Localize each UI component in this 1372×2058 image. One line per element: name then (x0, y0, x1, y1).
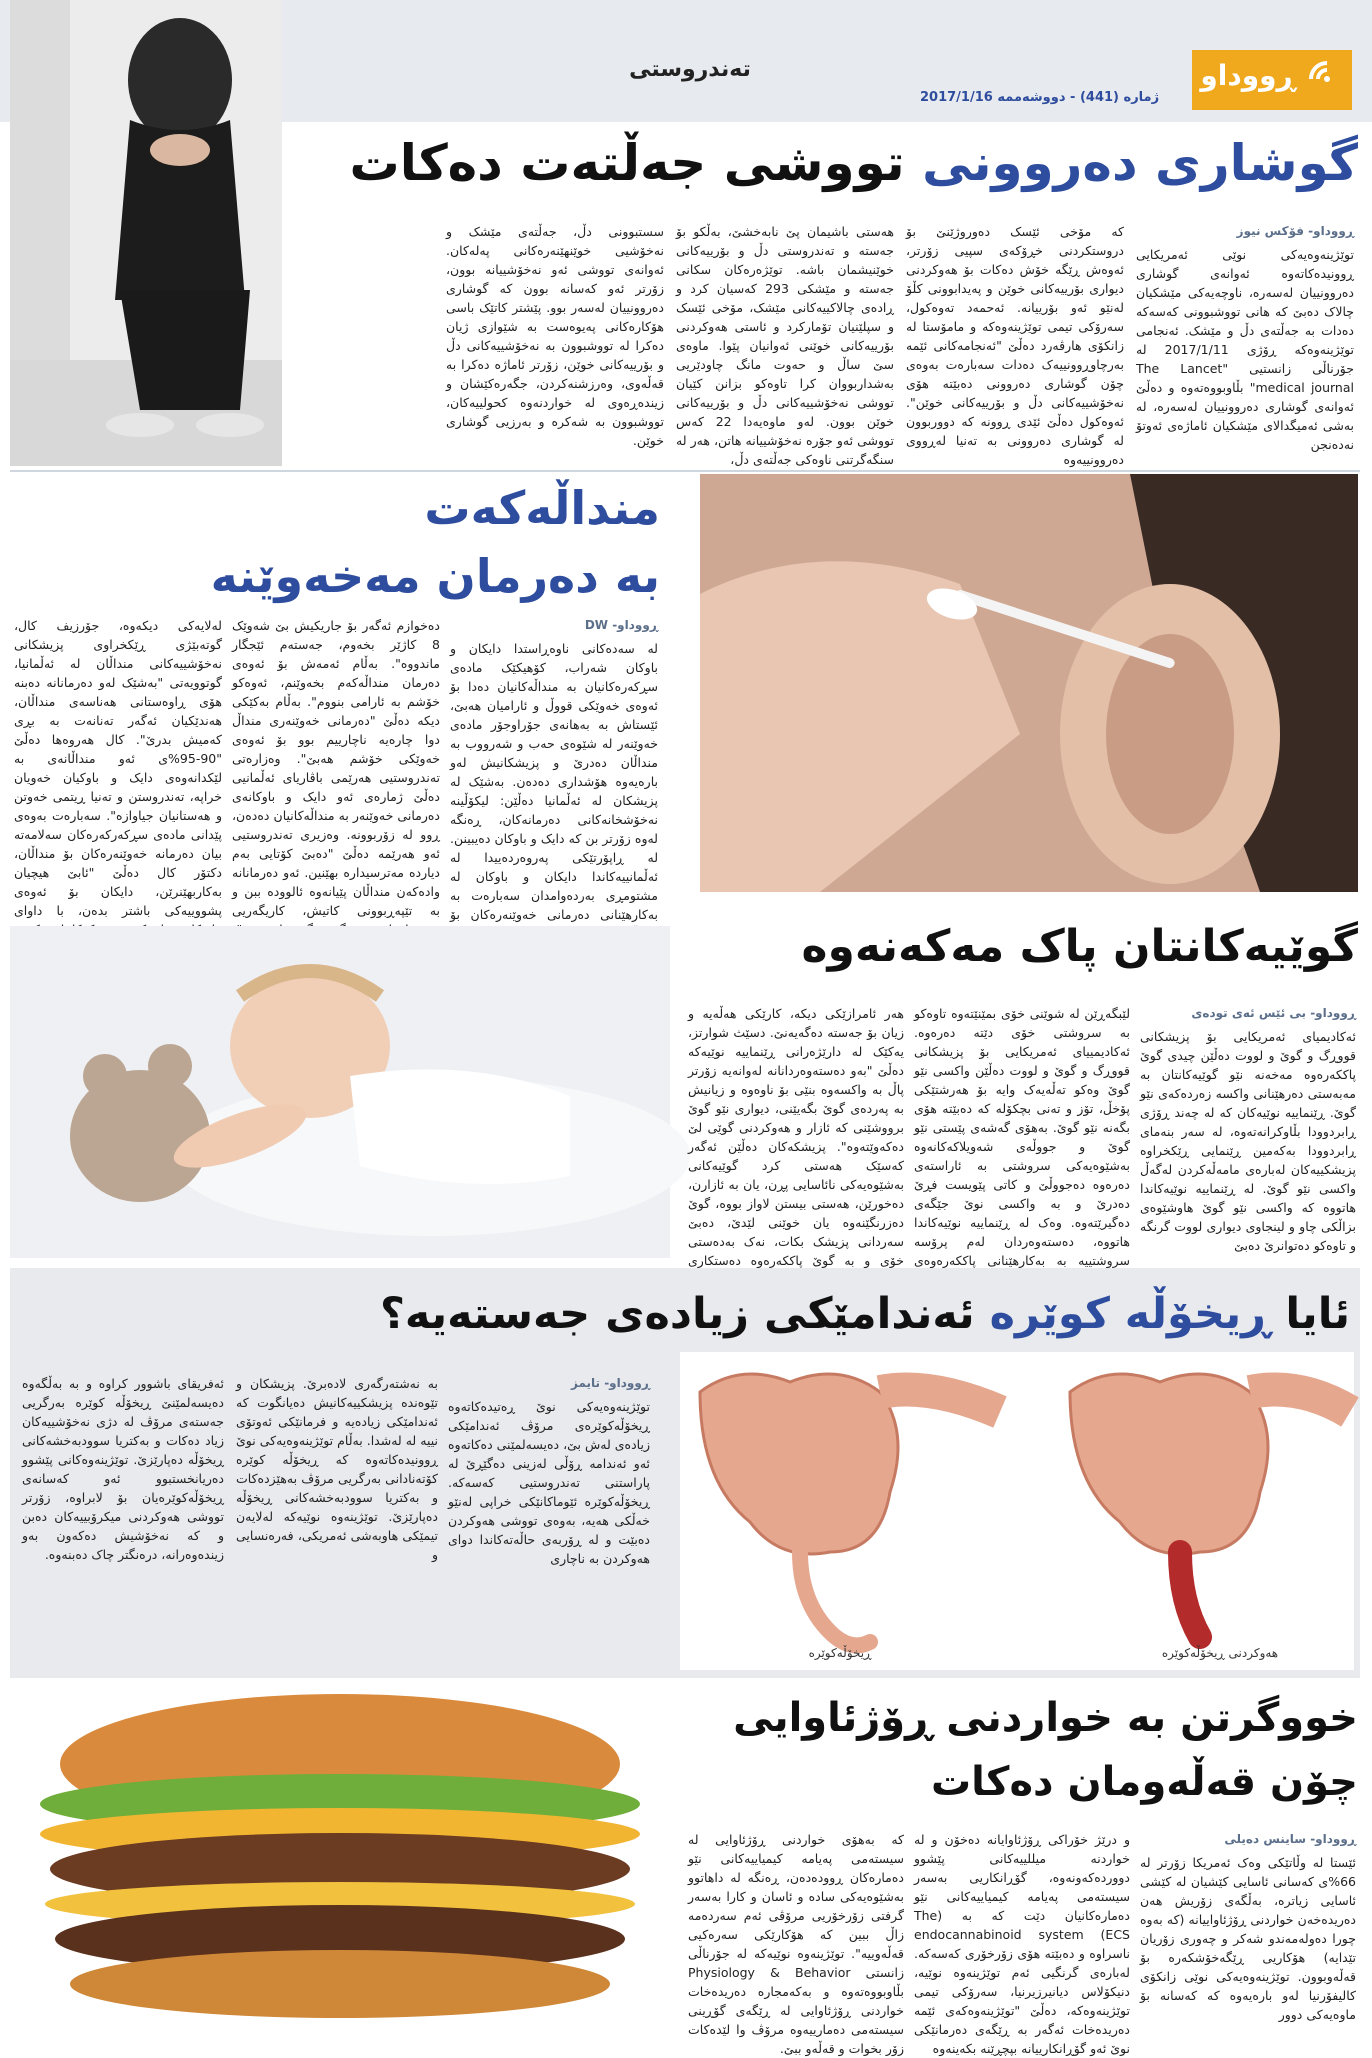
article5-title-line1: خووگرتن بە خواردنی ڕۆژئاوایی (733, 1695, 1358, 1741)
article5-byline: ڕووداو- ساینس دەیلی (1224, 1832, 1356, 1846)
article1-col2-text: کە مۆخی ئێسک دەوروژێنێ بۆ دروستکردنی خڕۆکەی سپیی زۆرتر، ئەوەش ڕێگە خۆش دەکات بۆ هەوکردنی دیواری بۆرییەکانی خوێن و پەیدابوونی کڵۆ لەنێو ئەو بۆرییانە. ئەحمەد تەوەکول، سەرۆکی تیمی توێژینەوەکە و مامۆستا لە زانکۆی هارڤەرد دەڵێ "ئەنجامەکانی ئێمە بەرچاوڕوونییەک دەدات سەبارەت بەوەی چۆن گوشاری دەروونی دەبێتە هۆی نەخۆشییەکانی دڵ و بۆرییەکانی خوێن". ئەوەکول دەڵێ ئێدی ڕوونە کە دووربوون لە گوشاری دەروونی بە تەنیا لەڕووی دەروونییەوە (906, 224, 1124, 467)
article4-col3 (22, 1374, 224, 1674)
article4-title-part2: ئەندامێکی زیادەی جەستەیە؟ (379, 1289, 975, 1339)
article4-byline: ڕووداو- تایمز (570, 1376, 650, 1390)
article4-col1 (448, 1374, 650, 1674)
article5-col3-text: کە بەهۆی خواردنی ڕۆژئاوایی لە سیستەمی پەیامە کیمیاییەکانی نێو دەمارەکان ڕوودەدەن، ڕەنگە لە داهاتوو بەشێوەیەکی سادە و ئاسان و کارا بەسەر گرفتی زۆرخۆریی مرۆڤی ئەم سەردەمە زاڵ ببین کە هۆکارێکی سەرەکیی قەڵەوییە". توێژینەوە نوێیەکە لە جۆرناڵی زانستی Physiology & Behavior بڵاوبووەتەوە و بەکەمجارە دەریدەخات خواردنی ڕۆژئاوایی لە ڕێگەی گۆڕینی سیستەمی دەمارییەوە مرۆڤ وا لێدەکات زۆر بخوات و قەڵەو ببێ. (688, 1832, 904, 2056)
article3-col3-text: هەر ئامرازێکی دیکە، کارێکی هەڵەیە و زیان بۆ جەستە دەگەیەنێ. دسێث شوارتز، یەکێک لە دارێژەرانی ڕێنماییە نوێیەکە دەڵێ "بەو دەستەوەردانانە لەوانەیە زۆرتر پاڵ بە واکسەوە بنێی بۆ ناوەوە و زیانیش بە پەردەی گوێ بگەیێنی، دیواری نێو گوێ برووشێنی کە ئازار و هەوکردنی گوێی لێ دەکەوێتەوە". پزیشکەکان دەڵێن ئەگەر کەسێک هەستی کرد گوێیەکانی بەشێوەیەکی نائاسایی پڕن، یان بە ئازارن، دەخورێن، هەستی بیستن لاواز بووە، گوێ دەزرنگێنەوە یان خوێنی لێدێ، دەبێ سەردانی پزیشک بکات، نەک بەدەستی خۆی و بە گوێ پاککەرەوە دەستکاری (688, 1006, 904, 1268)
article4-col2-text: بە نەشتەرگەری لادەبرێ. پزیشکان و تێوەنده پزیشکییەکانیش دەیانگوت کە ئەندامێکی زیادەیە و فرمانێکی ئەوتۆی نییە لە لەشدا. بەڵام توێژینەوەیەکی نوێ ڕوونیدەکاتەوە کە ڕیخۆڵە کوێرە کۆتەنادانی بەرگریی مرۆڤ بەهێزدەکات و بەکتریا سوودبەخشەکانی ڕیخۆڵە دەپارێزێ. توێژینەوە نوێیەکە لەلایەن تیمێکی هاوبەشی ئەمریکی، فەرەنسایی و (236, 1376, 438, 1562)
article2-col1-text: لە سەدەکانی ناوەڕاستدا دایکان و باوکان شەراب، کۆهیکێک مادەی سڕکەرەکانیان بە منداڵەکانیان دەدا بۆ ئەوەی خەوێکی قووڵ و ئارامیان هەبێ، ئێستاش بە بەهانەی جۆراوجۆر مادەی خەوێنەر لە شێوەی حەب و شەرووب بە منداڵان دەدرێ و پزیشکانیش لەو بارەیەوە هۆشداری دەدەن. بەشێک لە پزیشکان لە ئەڵمانیا دەڵێن: لیکۆڵینە نەخۆشخانەکانی دەرمانەکان، ڕەنگە لەوە زۆرتر بن کە دایک و باوکان دەیبینن. لە ڕاپۆرتێکی پەروەردەییدا لە ئەڵمانییەکاندا دایکان و باوکان لە مشتومڕی بەردەوامدان سەبارەت بە بەکارهێنانی دەرمانی خەوێنەرەکان بۆ (450, 641, 658, 922)
article1-col3 (676, 222, 894, 467)
section-name: تەندروستی (629, 57, 751, 82)
logo-text: ڕووداو (1200, 59, 1296, 92)
article2-title-line2: بە دەرمان مەخەوێنە (210, 549, 660, 603)
article4-col2 (236, 1374, 438, 1674)
issue-line: ژمارە (441) - دووشەممە 2017/1/16 (920, 90, 1160, 105)
stressed-woman-photo (10, 0, 282, 466)
article3-title: گوێیەکانتان پاک مەکەنەوە (801, 921, 1358, 972)
article3-col2 (914, 1004, 1130, 1268)
article5-title-line2: چۆن قەڵەومان دەکات (930, 1759, 1358, 1805)
article5-title (680, 1686, 1358, 1814)
article4-title (20, 1282, 1350, 1346)
article4-title-part1: ئایا (1285, 1289, 1350, 1339)
caption-healthy-appendix: ڕیخۆڵەکوێرە (808, 1646, 872, 1660)
article2-col2-text: دەخوازم ئەگەر بۆ جاریکیش بێ شەوێک 8 کاژێر بخەوم، جەستەم ئێجگار ماندووە". بەڵام ئەمەش بۆ ئەوەی دەرمان منداڵەکەم بخەوێنم، ئەوەکو خۆشم بە ئارامی بنووم". بەڵام بەکێکی دیکە دەڵێ "دەرمانی خەوێنەری منداڵ دوا چارەیە ناچارییم بوو بۆ ئەوەی خەوێکی خۆشم هەبێ". وەزارەتی تەندروستیی هەرێمی باڤاریای ئەڵمانیی دەڵێ ژمارەی ئەو دایک و باوکانەی دەرمانی خەوێنەر بە منداڵەکانیان دەدەن، ڕوو لە زۆربوونە. وەزیری تەندروستیی ئەو هەرێمە دەڵێ "دەبێ کۆتایی بەم دیاردە مەترسیدارە بهێنین. ئەو دەرمانانە وادەکەن منداڵان پێیانەوە ئالوودە ببن و بە تێپەڕبوونی کاتیش، کاریگەریی (232, 618, 440, 918)
article5-col1 (1140, 1830, 1356, 2026)
article2-col3-text: لەلایەکی دیکەوە، جۆرزیف کال، گوتەبێژی ڕێکخراوی پزیشکانی نەخۆشییەکانی منداڵان لە ئەڵمانیا، گوتوویەتی "بەشێک لەو دەرمانانە دەبنە هۆی ڕاوەستانی هەناسەی منداڵان، هەندێکیان ئەگەر تەنانەت بە بڕی کەمیش بدرێ". کال هەروەها دەڵێ "90-95%ی ئەو منداڵانەی بە لێکدانەوەی دایک و باوکیان خەویان خراپە، تەندروستن و تەنیا ڕیتمی خەوتن و هەستانیان جیاوازە". سەبارەت بەوەی پێدانی مادەی سڕکەرکەرەکان سەلامەتە بیان دەرمانە خەوێنەرەکان بۆ منداڵان، دکتۆر کال دەڵێ "ئابێ هیچیان بەکاربهێنرێن، دایکان بۆ ئەوەی پشووییەکی باشتر بدەن، با داوای (14, 618, 222, 918)
article2-byline: ڕووداو- DW (584, 618, 658, 632)
article3-col3 (688, 1004, 904, 1268)
article5-col1-text: ئێستا لە وڵاتێکی وەک ئەمریکا زۆرتر لە 66%ی کەسانی ئاسایی کێشیان لە کێشی ئاسایی زیاترە، بەڵگەی زۆریش هەن دەریدەخەن خواردنی ڕۆژئاواییانە (کە بەوە چورا دەولەمەندو شەکر و چەوری زۆریان تێدایە) هۆکاریی ڕێگەخۆشکەرە بۆ قەڵەوبوون. توێژینەوەیەکی نوێی زانکۆی کالیفۆرنیا لەو بارەیەوە کە کەسانە بۆ ماوەیەکی دوور (1140, 1855, 1356, 2022)
appendix-illustration (680, 1352, 1354, 1670)
article1-col3-text: هەستی باشیمان پێ نابەخشێ، بەڵکو بۆ جەستە و تەندروستی دڵ و بۆرییەکانی خوێنیشمان باشە. توێژەرەکان سکانی جەستە و مێشکی 293 کەسیان کرد و ڕادەی چالاکییەکانی مێشک، مۆخی ئێسک و سپلێنیان تۆمارکرد و ئاستی هەوکردنی بۆرییەکانی خوێنی ئەوانیان پێوا. ماوەی سێ ساڵ و حەوت مانگ چاودێریی بەشداربووان کرا تاوەکو بزانن کێیان تووشی نەخۆشییەکانی دڵ و بۆرییەکانی خوێن بوون. لەو ماوەیەدا 22 کەس تووشی ئەو جۆرە نەخۆشییانە هاتن، هەر لە سنگەگرتنی ناوەکی جەڵتەی دڵ، (676, 224, 894, 467)
article1-col1 (1136, 222, 1354, 462)
article3-col1-text: ئەکادیمیای ئەمریکایی بۆ پزیشکانی قووڕگ و گوێ و لووت دەڵێن چیدی گوێ پاککەرەوە مەخەنە نێو گوێیەکانتان بە مەبەستی دەرهێنانی واکسە زەردەکەی نێو گوێ. ڕێنماییە نوێیەکان کە لە چەند ڕۆژی ڕابردوودا بڵاوکرانەتەوە، لە سەر بنەمای ڕابردوودا بەکەمین ڕێنمایی ڕێکخراوە پزیشکییەکان لەبارەی مامەڵەکردن لەگەڵ واکسی نێو گوێ. لە ڕێنماییە نوێیەکاندا هاتووە کە واکسی نێو گوێ هاوشێوەی بزاڵکی چاو و لینجاوی دیواری لووت گرنگە و تاوەکو دەتوانرێ دەبێ (1140, 1029, 1356, 1253)
article1-col1-text: توێژینەوەیەکی نوێی ئەمریکایی ڕوونیدەکاتەوە ئەوانەی گوشاری دەروونییان لەسەرە، ناوچەیەکی مێشکیان چالاک دەبێ کە هانی تووشبوونی کەسەکە دەدات بە جەڵتەی دڵ و مێشک. ئەنجامی توێژینەوەکە ڕۆژی 2017/1/11 لە جۆرناڵی زانستیی "The Lancet medical journal" بڵاوبووەتەوە و دەڵێ ئەوانەی گوشاری دەروونییان لەسەرە، لە بەشی ئەمیگدالای مێشکیان ئاماژەی ئەوتۆ نەدەنجن (1136, 247, 1355, 452)
article2-col3 (14, 616, 222, 916)
article4-col3-text: ئەفریقای باشوور کراوە و بە بەڵگەوە دەیسەلمێنێ ڕیخۆڵە کوێرە بەرگریی جەستەی مرۆڤ لە دژی نەخۆشییەکان زیاد دەکات و بەکتریا سوودبەخشەکانی ڕیخۆڵە دەپارێزێ. توێژینەوەکانی پێشوو دەریانخستبوو ئەو کەسانەی ڕیخۆڵەکوێرەیان بۆ لابراوە، زۆرتر تووشی هەوکردنی میکرۆبییەکان دەبن و کە نەخۆشیش دەکەون بەو زیندەوەرانە، درەنگتر چاک دەبنەوە. (22, 1376, 224, 1562)
article1-title (290, 130, 1358, 196)
article2-title-line1: منداڵەکەت (424, 481, 660, 535)
sleeping-baby-photo (10, 926, 670, 1258)
article2-title (20, 474, 660, 610)
article1-col2 (906, 222, 1124, 467)
article1-byline: ڕووداو- فۆکس نیوز (1236, 224, 1354, 238)
article3-byline: ڕووداو- بی ئێس ئەی تودەی (1191, 1006, 1356, 1020)
ear-cotton-swab-photo (700, 474, 1358, 892)
article5-col2-text: و درێژ خۆراکی ڕۆژئاوایانە دەخۆن و لە خواردنە میللییەکانی پێشوو دووردەکەونەوە، گۆڕانکاریی بەسەر سیستەمی پەیامە کیمیاییەکانی نێو دەمارەکانیان دێت کە بە (The endocannabinoid system (ECS ناسراوە و دەبێتە هۆی زۆرخۆری کەسەکە. لەبارەی گرنگیی ئەم توێژینەوە نوێیە، دنیکۆلاس دیانیرزیرنیا، سەرۆکی تیمی توێژینەوەکە، دەڵێ "توێژینەوەکەی ئێمە دەریدەخات ئەگەر بە ڕێگەی دەرمانێکی نوێ ئەو گۆڕانکارییانە بپچڕێنە بکەینەوە (914, 1832, 1130, 2056)
article4-col1-text: توێژینەوەیەکی نوێ ڕەتیدەکاتەوە ڕیخۆڵەکوێرەی مرۆڤ ئەندامێکی زیادەی لەش بێ، دەیسەلمێنی دەکاتەوە ئەو ئەندامە ڕۆڵی لەزینی دەگێڕێ لە پاراستنی تەندروستیی کەسەکە. ڕیخۆڵەکوێرە ئێوماکانێکی خراپی لەنێو خەڵکی هەیە، بەوەی تووشی هەوکردن دەبێت و لە ڕۆربەی حاڵەتەکاندا دوای هەوکردن بە ناچاری (448, 1399, 650, 1566)
article1-title-part1: گوشاری دەروونی (922, 134, 1358, 192)
article1-col4-text: سستبوونی دڵ، جەڵتەی مێشک و نەخۆشیی خوێنهێنەرەکانی پەلەکان. ئەوانەی تووشی ئەو نەخۆشییانە بوون، زۆرتر ئەو کەسانە بوون کە گوشاری دەروونییان لەسەر بوو. پێشتر کاتێک باسی هۆکارەکانی پەیوەست بە شێوازی ژیان دەکرا لە تووشبوون بە نەخۆشییەکانی دڵ و بۆرییەکانی خوێن، زۆرتر ئاماژە دەکرا بە قەڵەوی، وەرزشنەکردن، جگەرەکێشان و زیندەڕەوی لە خواردنەوە کحولییەکان، تووشبوون بە شەکرە و بەرزیی گوشاری خوێن. (446, 224, 664, 448)
article2-col1 (450, 616, 658, 922)
burger-photo (10, 1684, 670, 2024)
divider (10, 470, 1360, 472)
article1-col4 (446, 222, 664, 462)
caption-inflamed-appendix: هەوکردنی ڕیخۆڵەکوێرە (1161, 1646, 1279, 1660)
logo-icon (1306, 58, 1348, 100)
article2-col2 (232, 616, 440, 916)
article4-title-highlight: ڕیخۆڵە کوێرە (989, 1289, 1271, 1339)
article1-title-part2: تووشی جەڵتەت دەکات (349, 134, 905, 192)
article3-col2-text: لێبگەڕێن لە شوێنی خۆی بمێنێتەوە تاوەکو بە سروشتی خۆی دێتە دەرەوە. ئەکادیمییای ئەمریکایی بۆ پزیشکانی قووڕگ و گوێ و لووت دەڵێن واکسی نێو گوێ وەکو تەڵەیەک وایە بۆ هەرشتێکی پۆخڵ، تۆز و تەنی بچکۆلە کە دەبێتە هۆی بگەنە نێو گوێ. بەهۆی گەشەی پێستی نێو گوێ و جووڵەی شەویلاکەکانەوە بەشێوەیەکی سروشتی بە ئاراستەی دەرەوە دەجووڵێ و کاتی پێویست فڕێ دەدرێ و بە واکسی نوێ جێگەی دەگیرێتەوە. وەک لە ڕێنماییە نوێیەکاندا هاتووە، دەستەوەردان لەم پرۆسە سروشتییە بە بەکارهێنانی پاککەرەوەی (914, 1006, 1130, 1268)
article5-col3 (688, 1830, 904, 2056)
article3-col1 (1140, 1004, 1356, 1260)
article5-col2 (914, 1830, 1130, 2056)
